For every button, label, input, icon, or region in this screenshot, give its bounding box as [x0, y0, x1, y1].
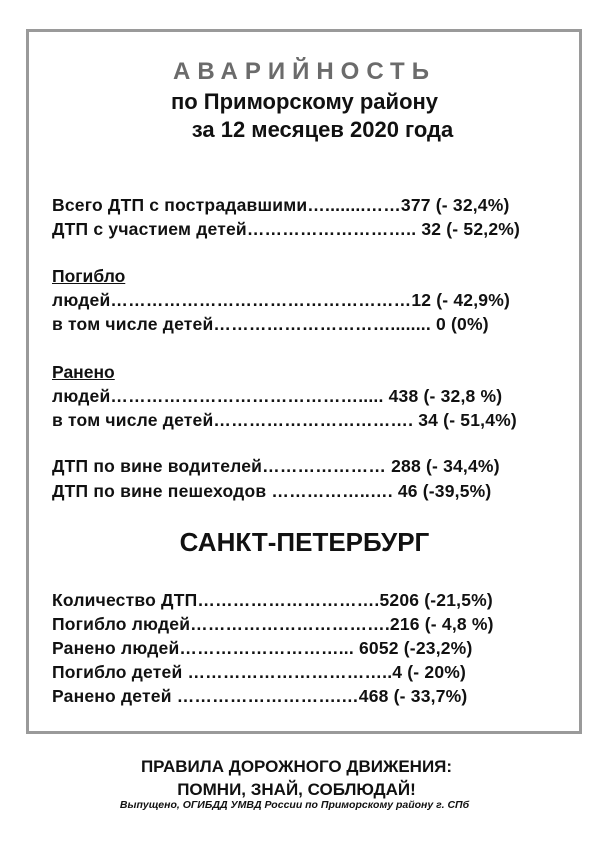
city-stat-injured-people: Ранено людей………………………... 6052 (-23,2%) — [52, 638, 473, 658]
publisher-note: Выпущено, ОГИБДД УМВД России по Приморскому району г. СПб — [119, 799, 470, 811]
page-title: АВАРИЙНОСТЬ — [173, 58, 436, 85]
page-subtitle-district: по Приморскому району — [170, 89, 439, 114]
stat-pedestrian-fault: ДТП по вине пешеходов ……………..…. 46 (-39,5%) — [52, 481, 492, 501]
stat-injured-people: людей……………………………………..... 438 (- 32,8 %) — [52, 386, 503, 406]
stat-killed-children: в том числе детей…………………………........ 0 (0%) — [52, 314, 489, 334]
city-stat-killed-people: Погибло людей…………………………….216 (- 4,8 %) — [52, 614, 494, 634]
city-stat-killed-children: Погибло детей ……………………………..4 (- 20%) — [52, 662, 467, 682]
city-stat-accidents: Количество ДТП………………………….5206 (-21,5%) — [52, 590, 493, 610]
stat-total-accidents: Всего ДТП с пострадавшими…........……377 (- 32,4%) — [52, 195, 510, 215]
stat-injured-children: в том числе детей……………………………. 34 (- 51,4%) — [52, 410, 517, 430]
section-heading-injured: Ранено — [52, 362, 115, 382]
section-heading-killed: Погибло — [52, 266, 126, 286]
page-subtitle-period: за 12 месяцев 2020 года — [191, 117, 454, 142]
footer-slogan-rules: ПРАВИЛА ДОРОЖНОГО ДВИЖЕНИЯ: — [140, 757, 453, 776]
footer-slogan-remember: ПОМНИ, ЗНАЙ, СОБЛЮДАЙ! — [177, 780, 416, 799]
stat-killed-people: людей……………………………………………12 (- 42,9%) — [52, 290, 511, 310]
stat-child-accidents: ДТП с участием детей……………………….. 32 (- 52,2%) — [52, 219, 521, 239]
city-stat-injured-children: Ранено детей ……………………….…468 (- 33,7%) — [52, 686, 468, 706]
stat-driver-fault: ДТП по вине водителей………………… 288 (- 34,4%) — [52, 456, 500, 476]
city-heading: САНКТ-ПЕТЕРБУРГ — [179, 527, 430, 557]
